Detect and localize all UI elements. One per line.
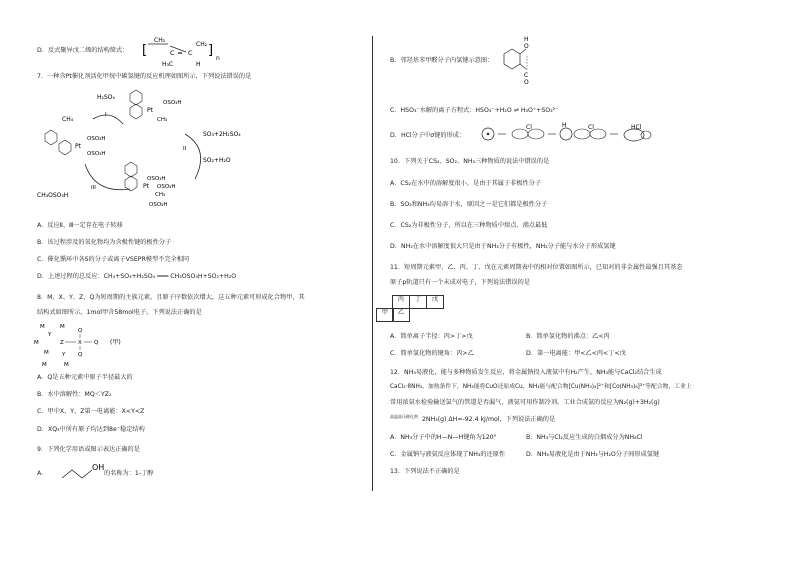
q7-option-b: B．该过程涉及的氧化物均为含极性键的极性分子: [37, 239, 172, 246]
svg-text:]: ]: [208, 43, 214, 58]
svg-text:X: X: [78, 340, 82, 346]
q12-line3: 常用浓氨水检验输送氯气的管道是否漏气，液氨可用作制冷剂。工业合成氨的反应为N₂(g)+3H₂(g): [390, 399, 660, 406]
q11-option-b: B．简单氢化物的沸点：乙<丙: [526, 333, 610, 340]
svg-text:OSO₃H: OSO₃H: [87, 151, 106, 157]
q8-stem-line1: 8．M、X、Y、Z、Q为短周期的主族元素，且原子序数依次增大，这五种元素可形成化合物甲，其: [37, 294, 305, 301]
svg-text:C: C: [524, 72, 529, 79]
q11-periodic-table: [376, 295, 476, 325]
svg-text:Cl: Cl: [588, 124, 594, 131]
svg-text:M: M: [60, 324, 65, 330]
svg-text:M: M: [40, 324, 45, 330]
svg-text:CH₂: CH₂: [154, 37, 166, 44]
svg-text:H: H: [562, 122, 567, 129]
cell-jia: 甲: [376, 308, 394, 322]
q12-line2: CaCl₂·8NH₃，加热条件下，NH₃能将CuO还原成Cu，NH₃能与配合物[Cu(NH₃)₄]²⁺和[Co(NH₃)₆]³⁺等配合物，工业上: [390, 384, 692, 390]
q8-option-d: D．XQ₃中所有原子均达到8e⁻稳定结构: [37, 426, 145, 433]
svg-text:O: O: [524, 43, 529, 50]
q12-option-c: C．金属钠与液氨反应体现了NH₃的还原性: [390, 451, 506, 458]
q9-option-c: C．HSO₃⁻水解的离子方程式：HSO₃⁻+H₂O ⇌ H₃O⁺+SO₃²⁻: [390, 107, 559, 114]
q6-option-d: D．反式聚异戊二烯的结构简式：: [37, 47, 129, 54]
cell-wu: 戊: [426, 295, 444, 309]
q11-stem-line1: 11．短周期元素甲、乙、丙、丁、戊在元素周期表中的相对位置如图所示，已知对的非金属性最强且其基态: [390, 264, 683, 271]
q8-option-b: B．水中溶解性：MQ＜YZ₂: [37, 391, 112, 398]
svg-text:OSO₃H: OSO₃H: [163, 100, 182, 106]
svg-text:O: O: [524, 79, 529, 86]
svg-text:OSO₃H: OSO₃H: [147, 176, 166, 182]
column-divider: [372, 36, 373, 491]
q10-stem: 10．下列关于CS₂、SO₂、NH₃三种物质的说法中错误的是: [390, 158, 550, 165]
svg-text:H₃C: H₃C: [162, 61, 174, 68]
q10-option-a: A．CS₂在水中的溶解度很小，是由于其属于非极性分子: [390, 180, 542, 187]
hcl-label: HCl: [631, 124, 642, 131]
q7-mechanism-figure: [35, 84, 285, 214]
svg-text:CH₂: CH₂: [196, 41, 208, 48]
cell-ding: 丁: [409, 295, 427, 309]
svg-text:n: n: [216, 55, 220, 62]
svg-text:I: I: [105, 112, 107, 118]
q12-option-b: B．NH₃与Cl₂反应生成的白烟成分为NH₄Cl: [526, 434, 643, 441]
svg-text:II: II: [183, 146, 187, 152]
svg-text:SO₂+H₂O: SO₂+H₂O: [203, 157, 231, 164]
svg-text:M: M: [44, 350, 49, 356]
svg-text:C: C: [188, 49, 193, 57]
hcl-sigma-bond-figure: [476, 121, 716, 151]
svg-text:H: H: [524, 36, 529, 43]
q13-stem: 13．下列说法不正确的是: [390, 468, 460, 475]
svg-text:Cl: Cl: [526, 124, 532, 131]
q7-option-a: A．反应Ⅱ、Ⅲ一定存在电子转移: [37, 222, 123, 229]
q12-equation-tail: 2NH₃(g) ΔH=-92.4 kJ/mol，下列说法正确的是: [422, 416, 556, 423]
cell-yi: 乙: [392, 308, 410, 322]
q7-h2so4-top: H₂SO₄: [97, 94, 115, 101]
q9-option-d: D．HCl分子中σ键的形成：: [390, 132, 466, 139]
svg-text:[: [: [142, 43, 148, 58]
svg-text:SO₃+2H₂SO₄: SO₃+2H₂SO₄: [203, 131, 241, 138]
svg-text:M: M: [42, 362, 47, 368]
svg-text:Pt: Pt: [143, 183, 149, 190]
svg-text:M: M: [64, 362, 69, 368]
svg-text:Pt: Pt: [147, 107, 153, 114]
svg-text:H: H: [196, 61, 201, 68]
svg-text:OSO₃H: OSO₃H: [157, 184, 176, 190]
svg-text:Q: Q: [94, 340, 99, 346]
salicylaldehyde-h-bond-figure: [494, 36, 544, 86]
q7-option-c: C．催化循环中各S的分子或离子VSEPR模型不完全相同: [37, 256, 190, 263]
q9-option-b: B．邻羟基苯甲醛分子内氢键示意图：: [390, 57, 494, 64]
svg-text:OSO₃H: OSO₃H: [149, 202, 168, 208]
svg-text:═: ═: [178, 49, 182, 57]
svg-text:CH₃: CH₃: [157, 117, 168, 123]
svg-text:OH: OH: [92, 463, 104, 472]
right-column: [376, 0, 794, 562]
q7-ch4-label: CH₄: [62, 116, 74, 123]
q12-conditions: 高温高压催化剂: [390, 414, 418, 419]
svg-text:OSO₃H: OSO₃H: [87, 136, 106, 142]
polyisoprene-structure: [140, 34, 240, 70]
svg-text:Pt: Pt: [75, 143, 81, 150]
q12-line1: 12．NH₃易液化，能与多种物质发生反应，将金属钠投入液氨中有H₂产生，NH₃能与CaCl₂结合生成: [390, 369, 662, 376]
q11-stem-line2: 原子p轨道只有一个未成对电子，下列说法错误的是: [390, 279, 531, 286]
svg-text:III: III: [91, 185, 96, 191]
q10-option-d: D．NH₃在水中溶解度很大只是由于NH₃分子有极性，NH₃分子能与水分子形成氢键: [390, 243, 616, 250]
q8-stem-line2: 结构式如图所示，1mol甲含58mol电子。下列说法正确的是: [37, 309, 202, 316]
svg-text:CH₃OSO₃H: CH₃OSO₃H: [37, 192, 69, 199]
left-column: [0, 0, 372, 562]
q12-option-a: A．NH₃分子中的H—N—H键角为120°: [390, 434, 497, 441]
q11-option-d: D．第一电离能：甲<乙<丙<丁<戊: [526, 350, 626, 357]
svg-text:CH₃: CH₃: [155, 192, 166, 198]
q8-option-c: C．甲中X、Y、Z第一电离能：X<Y<Z: [37, 408, 145, 415]
q11-option-c: C．简单氢化物的键角：丙>乙: [390, 350, 474, 357]
svg-text:Y: Y: [62, 352, 66, 358]
butanol-skeletal-formula: [60, 460, 104, 482]
svg-text:C: C: [170, 49, 175, 57]
q11-option-a: A．简单离子半径：丙>丁>戊: [390, 333, 473, 340]
svg-text:Q: Q: [78, 352, 83, 358]
q9-option-a-text: 的名称为：1-丁醇: [104, 470, 154, 477]
cell-bing: 丙: [392, 295, 410, 309]
q7-stem: 7．一种含Pt催化剂活化甲烷中碳氢键的反应机理如图所示，下列说法错误的是: [37, 73, 252, 80]
q8-fig-label: (甲): [110, 339, 121, 346]
svg-text:Z: Z: [60, 340, 64, 346]
q8-structure-figure: [34, 320, 154, 368]
q8-option-a: A．Q是五种元素中原子半径最大的: [37, 374, 133, 381]
q10-option-c: C．CS₂为非极性分子，所以在三种物质中熔点、沸点最低: [390, 222, 548, 229]
q12-option-d: D．NH₃易液化是由于NH₃与H₂O分子间形成氢键: [526, 451, 660, 458]
svg-text:Q: Q: [78, 328, 83, 334]
q9-stem: 9．下列化学用语或图示表达正确的是: [37, 446, 140, 453]
svg-text:Y: Y: [48, 332, 52, 338]
q10-option-b: B．SO₂和NH₃均易溶于水，原因之一是它们都是极性分子: [390, 201, 548, 208]
q7-option-d: D．上述过程的总反应：CH₄+SO₃+H₂SO₄ ═══ CH₃OSO₃H+SO₂+H₂O: [37, 273, 237, 280]
svg-text:M: M: [34, 340, 39, 346]
q9-option-a-prefix: A．: [37, 470, 48, 477]
